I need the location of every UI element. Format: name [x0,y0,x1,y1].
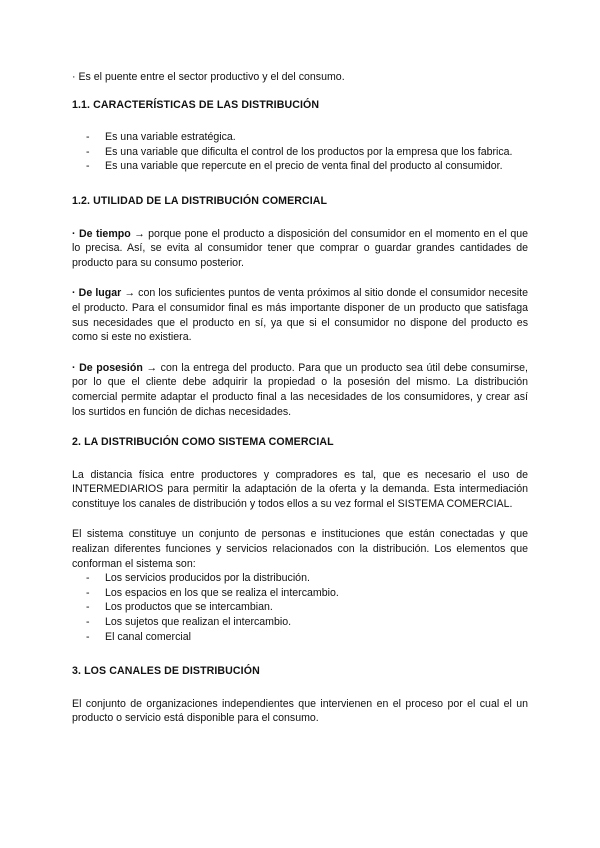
utility-place-paragraph [72,286,528,344]
utility-time-text: → porque pone el producto a disposición del consumidor en el momento en el que lo precisa. Así, se evita al consumidor tener que comprar o guardar grandes cantidades de producto para su consumo posterior. [72,227,529,269]
list-item: - El canal comercial [72,630,528,645]
characteristics-list [72,130,528,174]
list-item: - Es una variable que repercute en el precio de venta final del producto al consumidor. [72,159,528,174]
utility-place-label: · De lugar [72,287,122,300]
utility-possession-paragraph [72,361,528,419]
utility-possession-label: · De posesión [72,361,143,374]
section-2-heading: 2. LA DISTRIBUCIÓN COMO SISTEMA COMERCIAL [72,436,334,449]
list-item: - Los productos que se intercambian. [72,600,528,615]
utility-place-text: → con los suficientes puntos de venta próximos al sitio donde el consumidor necesite el producto. Para el consumidor final es más importante disponer de un producto que satisfaga sus necesidades que el producto en sí, ya que si el consumidor no dispone del producto es como si este no existiera. [72,287,529,344]
section-2-paragraph-1: La distancia física entre productores y compradores es tal, que es necesario el uso de INTERMEDIARIOS para permitir la adaptación de la oferta y la demanda. Esta intermediación constituye los canales de distribución y todos ellos a su vez formal el SISTEMA COMERCIAL. [72,468,528,510]
section-1-2-heading: 1.2. UTILIDAD DE LA DISTRIBUCIÓN COMERCIAL [72,194,328,207]
system-elements-list [72,571,528,644]
list-item: - Los espacios en los que se realiza el intercambio. [72,586,528,601]
list-item: - Los sujetos que realizan el intercambio. [72,615,528,630]
list-item: - Los servicios producidos por la distribución. [72,571,528,586]
section-1-1-heading: 1.1. CARACTERÍSTICAS DE LAS DISTRIBUCIÓN [72,98,320,111]
utility-possession-text: → con la entrega del producto. Para que un producto sea útil debe consumirse, por lo que el cliente debe adquirir la propiedad o la posesión del mismo. La distribución comercial permite adaptar el producto final a las necesidades de los consumidores, y crear así los surtidos en función de dichas necesidades. [72,361,528,418]
utility-time-label: · De tiempo [72,227,131,240]
list-item: - Es una variable que dificulta el control de los productos por la empresa que los fabrica. [72,145,528,160]
utility-time-paragraph [72,227,528,271]
section-3-paragraph: El conjunto de organizaciones independientes que intervienen en el proceso por el cual el un producto o servicio está disponible para el consumo. [72,697,528,725]
section-2-paragraph-2: El sistema constituye un conjunto de personas e instituciones que están conectadas y que realizan diferentes funciones y servicios relacionados con la distribución. Los elementos que conforman el sistema son: [72,528,528,570]
section-3-heading: 3. LOS CANALES DE DISTRIBUCIÓN [72,665,260,678]
list-item: - Es una variable estratégica. [72,130,528,145]
intro-line: · Es el puente entre el sector productivo y el del consumo. [72,71,345,83]
